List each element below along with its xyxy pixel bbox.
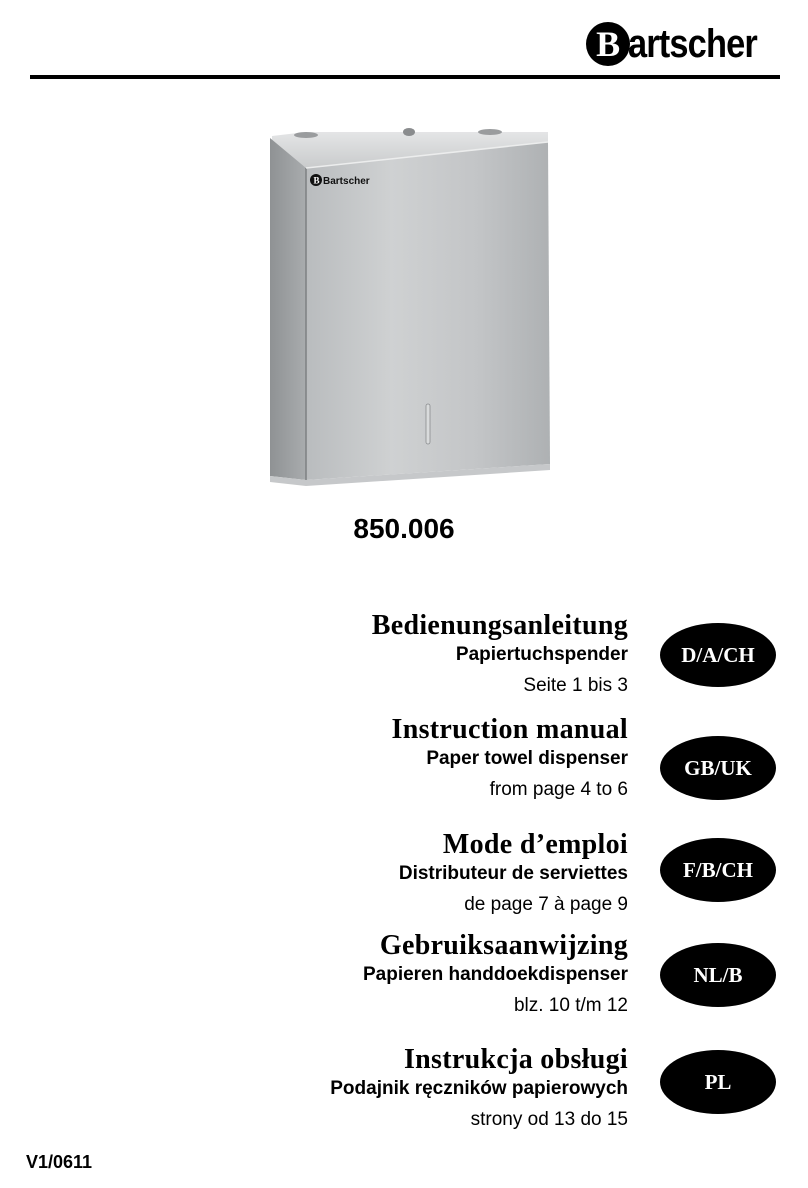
section-nl	[108, 930, 628, 1019]
section-pl	[108, 1044, 628, 1133]
section-subtitle: Papieren handdoekdispenser	[362, 964, 628, 985]
section-de	[108, 610, 628, 699]
panel-logo-text: Bartscher	[323, 176, 370, 187]
svg-text:B: B	[313, 175, 320, 186]
section-title: Instrukcja obsługi	[403, 1044, 628, 1075]
product-image	[262, 118, 562, 490]
language-badge-pl: PL	[660, 1050, 776, 1114]
section-subtitle: Papiertuchspender	[455, 644, 628, 665]
section-title: Bedienungsanleitung	[371, 610, 628, 641]
language-badge-en: GB/UK	[660, 736, 776, 800]
header-rule	[30, 75, 780, 79]
brand-logo	[586, 18, 778, 70]
section-pages: Seite 1 bis 3	[523, 675, 628, 696]
language-badge-de: D/A/CH	[660, 623, 776, 687]
section-en	[108, 714, 628, 803]
section-pages: blz. 10 t/m 12	[513, 995, 628, 1016]
section-subtitle: Paper towel dispenser	[426, 748, 628, 769]
brand-logo-letter: B	[586, 22, 630, 66]
version-label: V1/0611	[26, 1152, 93, 1172]
brand-logo-text: artscher	[628, 22, 758, 66]
section-fr	[108, 829, 628, 918]
model-number: 850.006	[353, 513, 455, 544]
section-subtitle: Podajnik ręczników papierowych	[330, 1078, 628, 1099]
section-pages: from page 4 to 6	[489, 779, 628, 800]
section-title: Mode d’emploi	[442, 829, 628, 860]
section-pages: strony od 13 do 15	[470, 1109, 628, 1130]
section-pages: de page 7 à page 9	[464, 894, 628, 915]
language-badge-nl: NL/B	[660, 943, 776, 1007]
section-subtitle: Distributeur de serviettes	[398, 863, 628, 884]
section-title: Instruction manual	[391, 714, 628, 745]
language-badge-fr: F/B/CH	[660, 838, 776, 902]
section-title: Gebruiksaanwijzing	[379, 930, 628, 961]
